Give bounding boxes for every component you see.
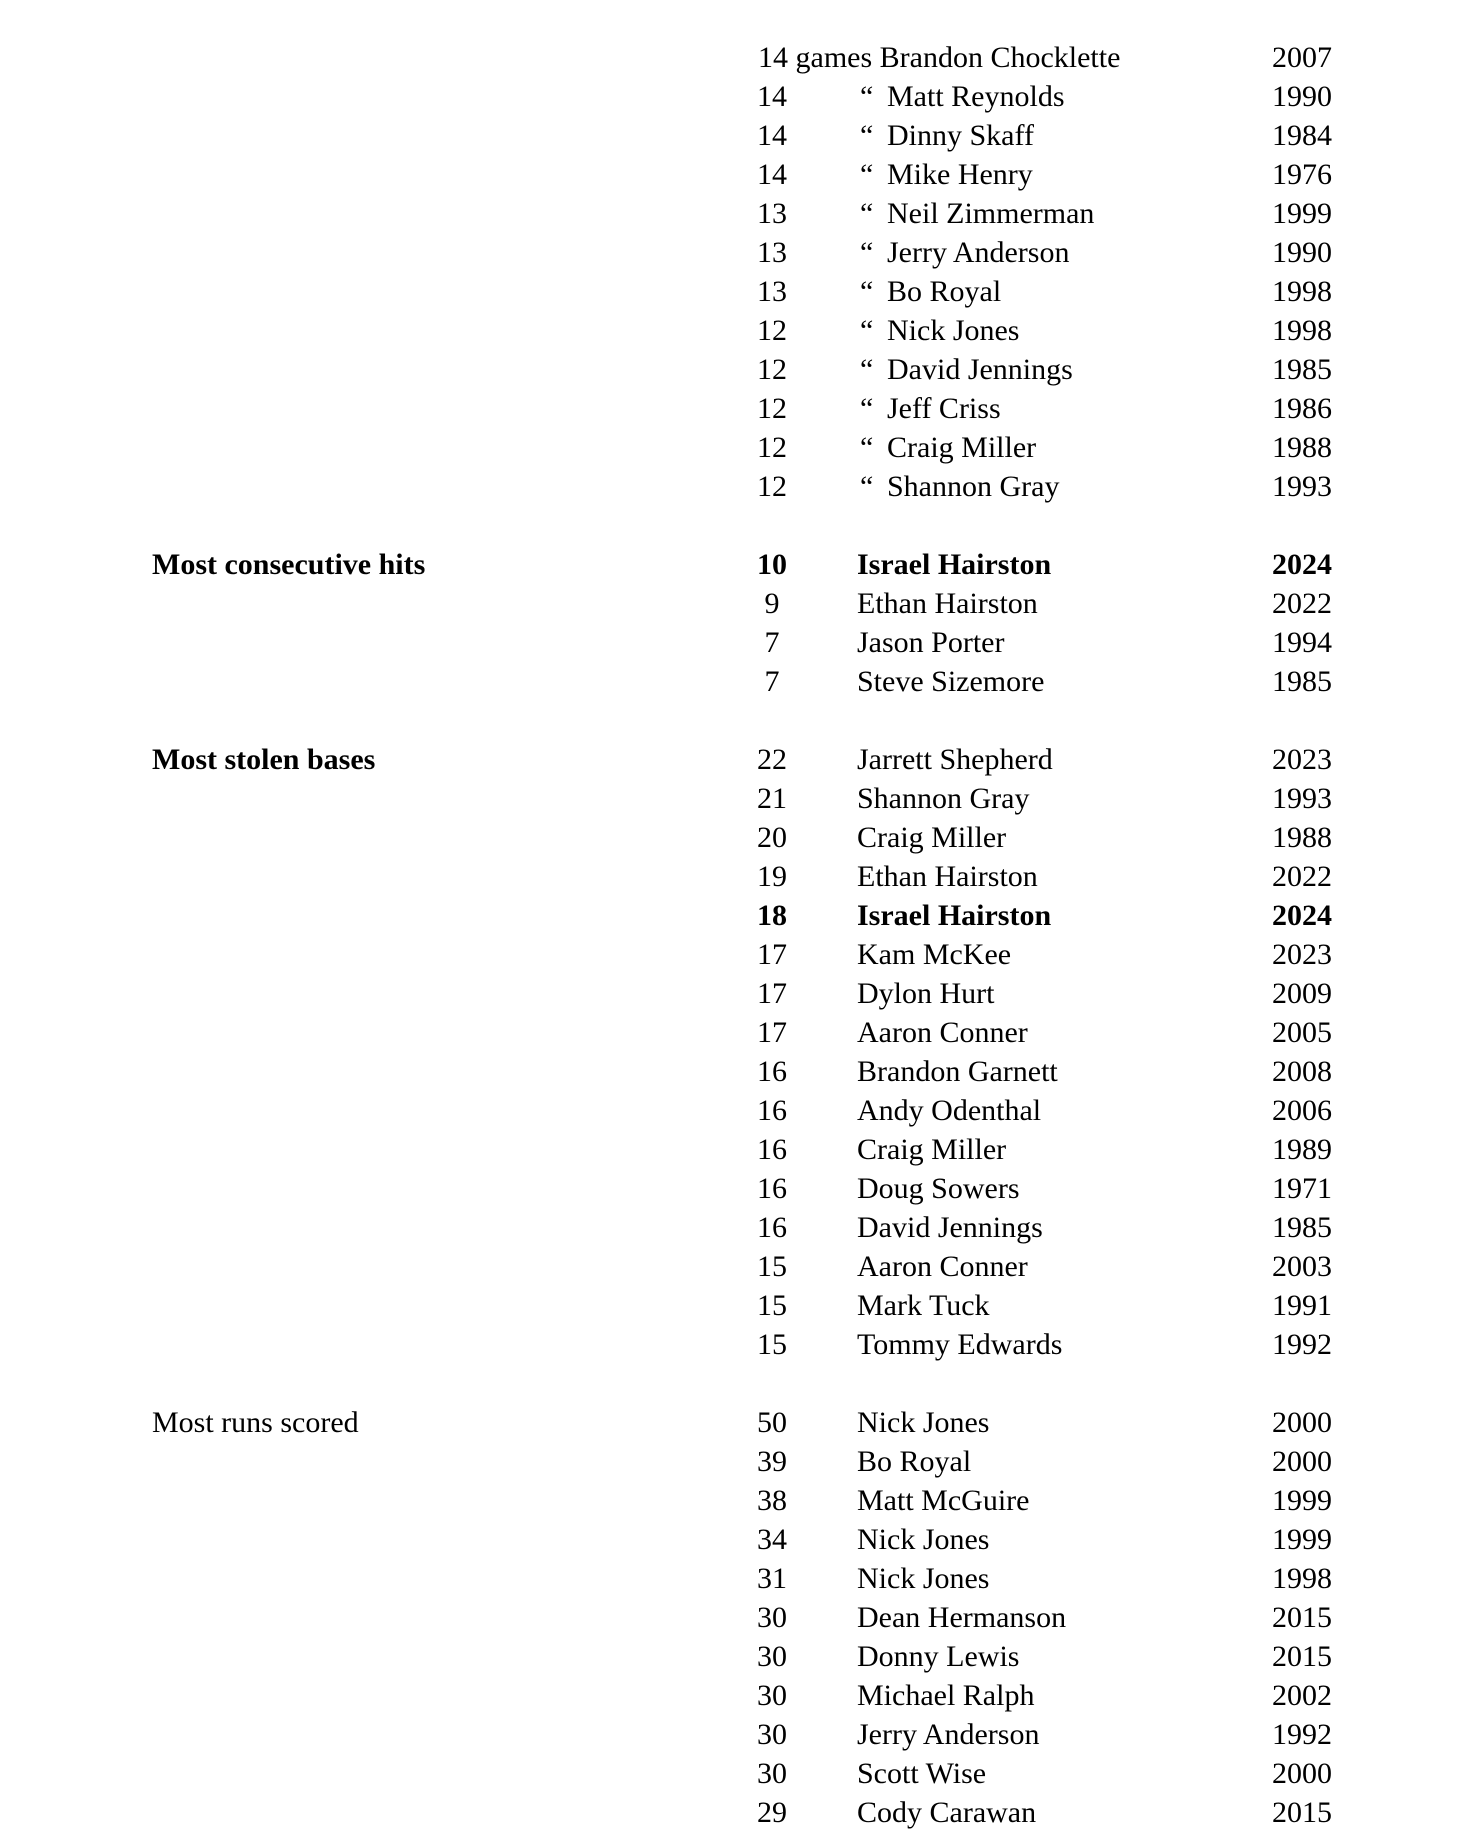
record-player: Mark Tuck xyxy=(857,1289,990,1322)
record-year: 1986 xyxy=(1272,392,1332,425)
record-year: 1992 xyxy=(1272,1718,1332,1751)
record-year: 1999 xyxy=(1272,1484,1332,1517)
record-player: Israel Hairston xyxy=(857,548,1052,581)
record-player: Jason Porter xyxy=(857,626,1005,659)
record-year: 1990 xyxy=(1272,236,1332,269)
record-player: Aaron Conner xyxy=(857,1016,1028,1049)
record-year: 2008 xyxy=(1272,1055,1332,1088)
record-player: Craig Miller xyxy=(857,821,1007,854)
record-value: 10 xyxy=(757,548,787,581)
record-year: 2000 xyxy=(1272,1757,1332,1790)
record-row xyxy=(0,1325,1468,1365)
record-row xyxy=(0,1637,1468,1677)
record-row xyxy=(0,38,1468,78)
record-player: Michael Ralph xyxy=(857,1679,1035,1712)
record-value: 17 xyxy=(757,977,787,1010)
ditto-mark: “ xyxy=(860,431,874,464)
record-row xyxy=(0,1598,1468,1638)
ditto-mark: “ xyxy=(860,353,874,386)
record-value: 16 xyxy=(757,1211,787,1244)
record-value: 29 xyxy=(757,1796,787,1829)
record-row xyxy=(0,545,1468,585)
record-row xyxy=(0,623,1468,663)
record-player: Shannon Gray xyxy=(857,782,1030,815)
record-row xyxy=(0,1442,1468,1482)
record-row xyxy=(0,194,1468,234)
record-year: 2015 xyxy=(1272,1640,1332,1673)
record-value: 34 xyxy=(757,1523,787,1556)
record-row xyxy=(0,1403,1468,1443)
record-player: Bo Royal xyxy=(887,275,1002,308)
record-row xyxy=(0,1169,1468,1209)
ditto-mark: “ xyxy=(860,119,874,152)
record-value: 12 xyxy=(757,353,787,386)
record-player: Dylon Hurt xyxy=(857,977,995,1010)
record-year: 1994 xyxy=(1272,626,1332,659)
section-title: Most runs scored xyxy=(152,1406,359,1439)
record-year: 1985 xyxy=(1272,353,1332,386)
record-player: Ethan Hairston xyxy=(857,587,1038,620)
record-player: Doug Sowers xyxy=(857,1172,1020,1205)
record-year: 2022 xyxy=(1272,587,1332,620)
record-value: 12 xyxy=(757,392,787,425)
record-year: 1999 xyxy=(1272,197,1332,230)
record-row xyxy=(0,1247,1468,1287)
record-value: 15 xyxy=(757,1328,787,1361)
record-year: 2023 xyxy=(1272,938,1332,971)
record-player: Scott Wise xyxy=(857,1757,987,1790)
record-year: 2003 xyxy=(1272,1250,1332,1283)
record-year: 2009 xyxy=(1272,977,1332,1010)
record-year: 1985 xyxy=(1272,665,1332,698)
record-player: Donny Lewis xyxy=(857,1640,1020,1673)
record-year: 1991 xyxy=(1272,1289,1332,1322)
record-row xyxy=(0,1715,1468,1755)
record-row xyxy=(0,818,1468,858)
record-year: 1993 xyxy=(1272,470,1332,503)
record-player: Matt McGuire xyxy=(857,1484,1030,1517)
record-row xyxy=(0,1208,1468,1248)
record-value: 9 xyxy=(764,587,780,620)
record-player: David Jennings xyxy=(887,353,1073,386)
record-value: 14 xyxy=(757,119,787,152)
record-value: 13 xyxy=(757,197,787,230)
record-player: Dinny Skaff xyxy=(887,119,1034,152)
ditto-mark: “ xyxy=(860,275,874,308)
record-value: 18 xyxy=(757,899,787,932)
record-row xyxy=(0,116,1468,156)
record-player: Craig Miller xyxy=(857,1133,1007,1166)
record-row xyxy=(0,467,1468,507)
record-year: 1999 xyxy=(1272,1523,1332,1556)
record-row xyxy=(0,155,1468,195)
ditto-mark: “ xyxy=(860,197,874,230)
record-value: 30 xyxy=(757,1757,787,1790)
record-player: Jerry Anderson xyxy=(887,236,1070,269)
record-value: 50 xyxy=(757,1406,787,1439)
record-row xyxy=(0,1130,1468,1170)
record-value: 12 xyxy=(757,470,787,503)
record-player: Mike Henry xyxy=(887,158,1033,191)
record-value: 16 xyxy=(757,1055,787,1088)
record-row xyxy=(0,896,1468,936)
record-player: Steve Sizemore xyxy=(857,665,1045,698)
record-player: Aaron Conner xyxy=(857,1250,1028,1283)
record-player: Ethan Hairston xyxy=(857,860,1038,893)
record-player: Neil Zimmerman xyxy=(887,197,1095,230)
record-value: 7 xyxy=(764,626,780,659)
record-row xyxy=(0,1091,1468,1131)
record-row xyxy=(0,428,1468,468)
record-year: 2023 xyxy=(1272,743,1332,776)
record-value: 22 xyxy=(757,743,787,776)
record-year: 1998 xyxy=(1272,314,1332,347)
record-value: 12 xyxy=(757,431,787,464)
record-row xyxy=(0,233,1468,273)
ditto-mark: “ xyxy=(860,314,874,347)
record-year: 2024 xyxy=(1272,899,1332,932)
record-row xyxy=(0,1559,1468,1599)
record-value: 16 xyxy=(757,1094,787,1127)
record-year: 2015 xyxy=(1272,1796,1332,1829)
ditto-mark: “ xyxy=(860,392,874,425)
record-year: 2006 xyxy=(1272,1094,1332,1127)
record-year: 1985 xyxy=(1272,1211,1332,1244)
section-title: Most stolen bases xyxy=(152,743,376,776)
record-row xyxy=(0,1481,1468,1521)
record-value: 13 xyxy=(757,275,787,308)
record-player: Nick Jones xyxy=(857,1406,990,1439)
record-year: 2024 xyxy=(1272,548,1332,581)
record-row xyxy=(0,77,1468,117)
record-row xyxy=(0,974,1468,1014)
section-title: Most consecutive hits xyxy=(152,548,426,581)
record-value: 16 xyxy=(757,1133,787,1166)
record-value: 14 xyxy=(757,80,787,113)
record-value: 12 xyxy=(757,314,787,347)
record-value: 38 xyxy=(757,1484,787,1517)
record-year: 2000 xyxy=(1272,1445,1332,1478)
record-value: 13 xyxy=(757,236,787,269)
record-year: 1989 xyxy=(1272,1133,1332,1166)
record-row xyxy=(0,857,1468,897)
record-value: 17 xyxy=(757,1016,787,1049)
record-row xyxy=(0,1052,1468,1092)
record-row xyxy=(0,584,1468,624)
record-year: 1992 xyxy=(1272,1328,1332,1361)
record-row xyxy=(0,1520,1468,1560)
record-row xyxy=(0,740,1468,780)
record-row xyxy=(0,350,1468,390)
record-value: 20 xyxy=(757,821,787,854)
record-row xyxy=(0,272,1468,312)
ditto-mark: “ xyxy=(860,236,874,269)
record-player: Brandon Garnett xyxy=(857,1055,1058,1088)
record-player: Jeff Criss xyxy=(887,392,1001,425)
record-player: Jarrett Shepherd xyxy=(857,743,1053,776)
record-value: 15 xyxy=(757,1289,787,1322)
record-row xyxy=(0,935,1468,975)
ditto-mark: “ xyxy=(860,470,874,503)
record-row xyxy=(0,1013,1468,1053)
record-year: 1971 xyxy=(1272,1172,1332,1205)
record-player: Nick Jones xyxy=(887,314,1020,347)
record-year: 1990 xyxy=(1272,80,1332,113)
ditto-mark: “ xyxy=(860,80,874,113)
record-year: 2005 xyxy=(1272,1016,1332,1049)
ditto-mark: “ xyxy=(860,158,874,191)
record-value: 7 xyxy=(764,665,780,698)
record-year: 2022 xyxy=(1272,860,1332,893)
record-row xyxy=(0,1793,1468,1833)
record-player: Dean Hermanson xyxy=(857,1601,1067,1634)
record-row xyxy=(0,1754,1468,1794)
record-value: 16 xyxy=(757,1172,787,1205)
record-value: 30 xyxy=(757,1601,787,1634)
record-player: Kam McKee xyxy=(857,938,1012,971)
record-value: 30 xyxy=(757,1718,787,1751)
record-value: 14 xyxy=(757,158,787,191)
record-row xyxy=(0,389,1468,429)
record-value: 30 xyxy=(757,1640,787,1673)
record-year: 2007 xyxy=(1272,41,1332,74)
record-row xyxy=(0,311,1468,351)
record-lead-text: 14 games Brandon Chocklette xyxy=(758,41,1121,74)
record-year: 1993 xyxy=(1272,782,1332,815)
record-player: Israel Hairston xyxy=(857,899,1052,932)
record-row xyxy=(0,662,1468,702)
record-value: 17 xyxy=(757,938,787,971)
record-year: 2015 xyxy=(1272,1601,1332,1634)
record-value: 15 xyxy=(757,1250,787,1283)
record-year: 1976 xyxy=(1272,158,1332,191)
record-player: David Jennings xyxy=(857,1211,1043,1244)
record-year: 1988 xyxy=(1272,821,1332,854)
record-player: Cody Carawan xyxy=(857,1796,1037,1829)
record-player: Andy Odenthal xyxy=(857,1094,1042,1127)
record-player: Matt Reynolds xyxy=(887,80,1065,113)
record-value: 31 xyxy=(757,1562,787,1595)
record-player: Nick Jones xyxy=(857,1523,990,1556)
record-player: Shannon Gray xyxy=(887,470,1060,503)
record-year: 1998 xyxy=(1272,1562,1332,1595)
record-value: 19 xyxy=(757,860,787,893)
record-player: Bo Royal xyxy=(857,1445,972,1478)
record-value: 30 xyxy=(757,1679,787,1712)
record-player: Tommy Edwards xyxy=(857,1328,1063,1361)
record-year: 2002 xyxy=(1272,1679,1332,1712)
record-year: 2000 xyxy=(1272,1406,1332,1439)
record-player: Jerry Anderson xyxy=(857,1718,1040,1751)
record-row xyxy=(0,1286,1468,1326)
record-year: 1988 xyxy=(1272,431,1332,464)
record-value: 21 xyxy=(757,782,787,815)
record-row xyxy=(0,1676,1468,1716)
record-player: Craig Miller xyxy=(887,431,1037,464)
record-row xyxy=(0,779,1468,819)
record-year: 1998 xyxy=(1272,275,1332,308)
record-year: 1984 xyxy=(1272,119,1332,152)
record-player: Nick Jones xyxy=(857,1562,990,1595)
record-value: 39 xyxy=(757,1445,787,1478)
